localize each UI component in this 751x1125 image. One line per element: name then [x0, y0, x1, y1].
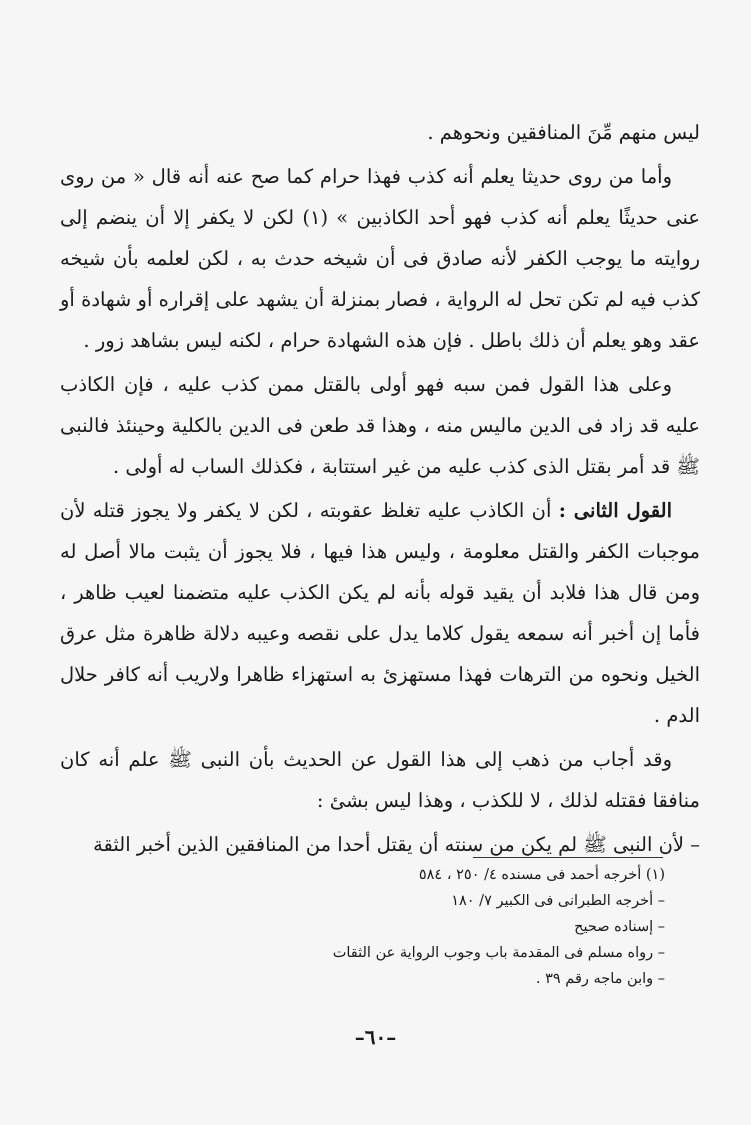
footnote-line: – أخرجه الطبرانى فى الكبير ٧/ ١٨٠ — [451, 893, 665, 909]
paragraph-3 — [60, 364, 700, 487]
footnote-divider — [473, 857, 663, 858]
paragraph-text: وعلى هذا القول فمن سبه فهو أولى بالقتل ممن كذب عليه ، فإن الكاذب عليه قد زاد فى الدين ماليس منه ، وهذا قد طعن فى الدين بالكلية وحينئذ فالنبى ﷺ قد أمر بقتل الذى كذب عليه من غير استتابة ، فكذلك الساب له أولى . — [60, 373, 700, 478]
section-heading-second-opinion: القول الثانى : — [558, 499, 672, 522]
main-text — [60, 112, 700, 868]
footnote-line: – إسناده صحيح — [574, 919, 665, 935]
paragraph-text: وأما من روى حديثا يعلم أنه كذب فهذا حرام كما صح عنه أنه قال « من روى عنى حديثًا يعلم أنه كذب فهو أحد الكاذبين » (١) لكن لا يكفر إلا أن ينضم إلى روايته ما يوجب الكفر لأنه صادق فى أن شيخه حدث به ، لكن لعلمه بأن شيخه كذب فيه لم تكن تحل له الرواية ، فصار بمنزلة أن يشهد على إقراره أو شهادة أو عقد وهو يعلم أن ذلك باطل . فإن هذه الشهادة حرام ، لكنه ليس بشاهد زور . — [60, 165, 700, 352]
paragraph-text: – لأن النبى ﷺ لم يكن من سنته أن يقتل أحدا من المنافقين الذين أخبر الثقة — [93, 833, 700, 856]
paragraph-text: أن الكاذب عليه تغلظ عقوبته ، لكن لا يكفر ولا يجوز قتله لأن موجبات الكفر والقتل معلومة ، وليس هذا فيها ، فلا يجوز أن يثبت مالا أصل له ومن قال هذا فلابد أن يقيد قوله بأنه لم يكن الكذب عليه متضمنا لعيب ظاهر ، فأما إن أخبر أنه سمعه يقول كلاما يدل على نقصه وعيبه دلالة ظاهرة مثل عرق الخيل ونحوه من الترهات فهذا مستهزئ به استهزاء ظاهرا ولاريب أنه كافر حلال الدم . — [60, 499, 700, 727]
footnote-line: – رواه مسلم فى المقدمة باب وجوب الرواية عن الثقات — [332, 945, 665, 961]
footnote-line: (١) أخرجه أحمد فى مسنده ٤/ ٢٥٠ ، ٥٨٤ — [418, 867, 665, 883]
paragraph-2 — [60, 156, 700, 361]
footnotes — [300, 862, 665, 992]
paragraph-5 — [60, 739, 700, 821]
paragraph-text: ليس منهم مِّنَ المنافقين ونحوهم . — [427, 121, 700, 144]
paragraph-1 — [60, 112, 700, 153]
paragraph-text: وقد أجاب من ذهب إلى هذا القول عن الحديث بأن النبى ﷺ علم أنه كان منافقا فقتله لذلك ، لا للكذب ، وهذا ليس بشئ : — [60, 748, 700, 812]
footnote-line: – وابن ماجه رقم ٣٩ . — [535, 971, 665, 987]
paragraph-4 — [60, 490, 700, 736]
paragraph-6 — [60, 824, 700, 865]
page-number: –٦٠– — [354, 1025, 397, 1049]
